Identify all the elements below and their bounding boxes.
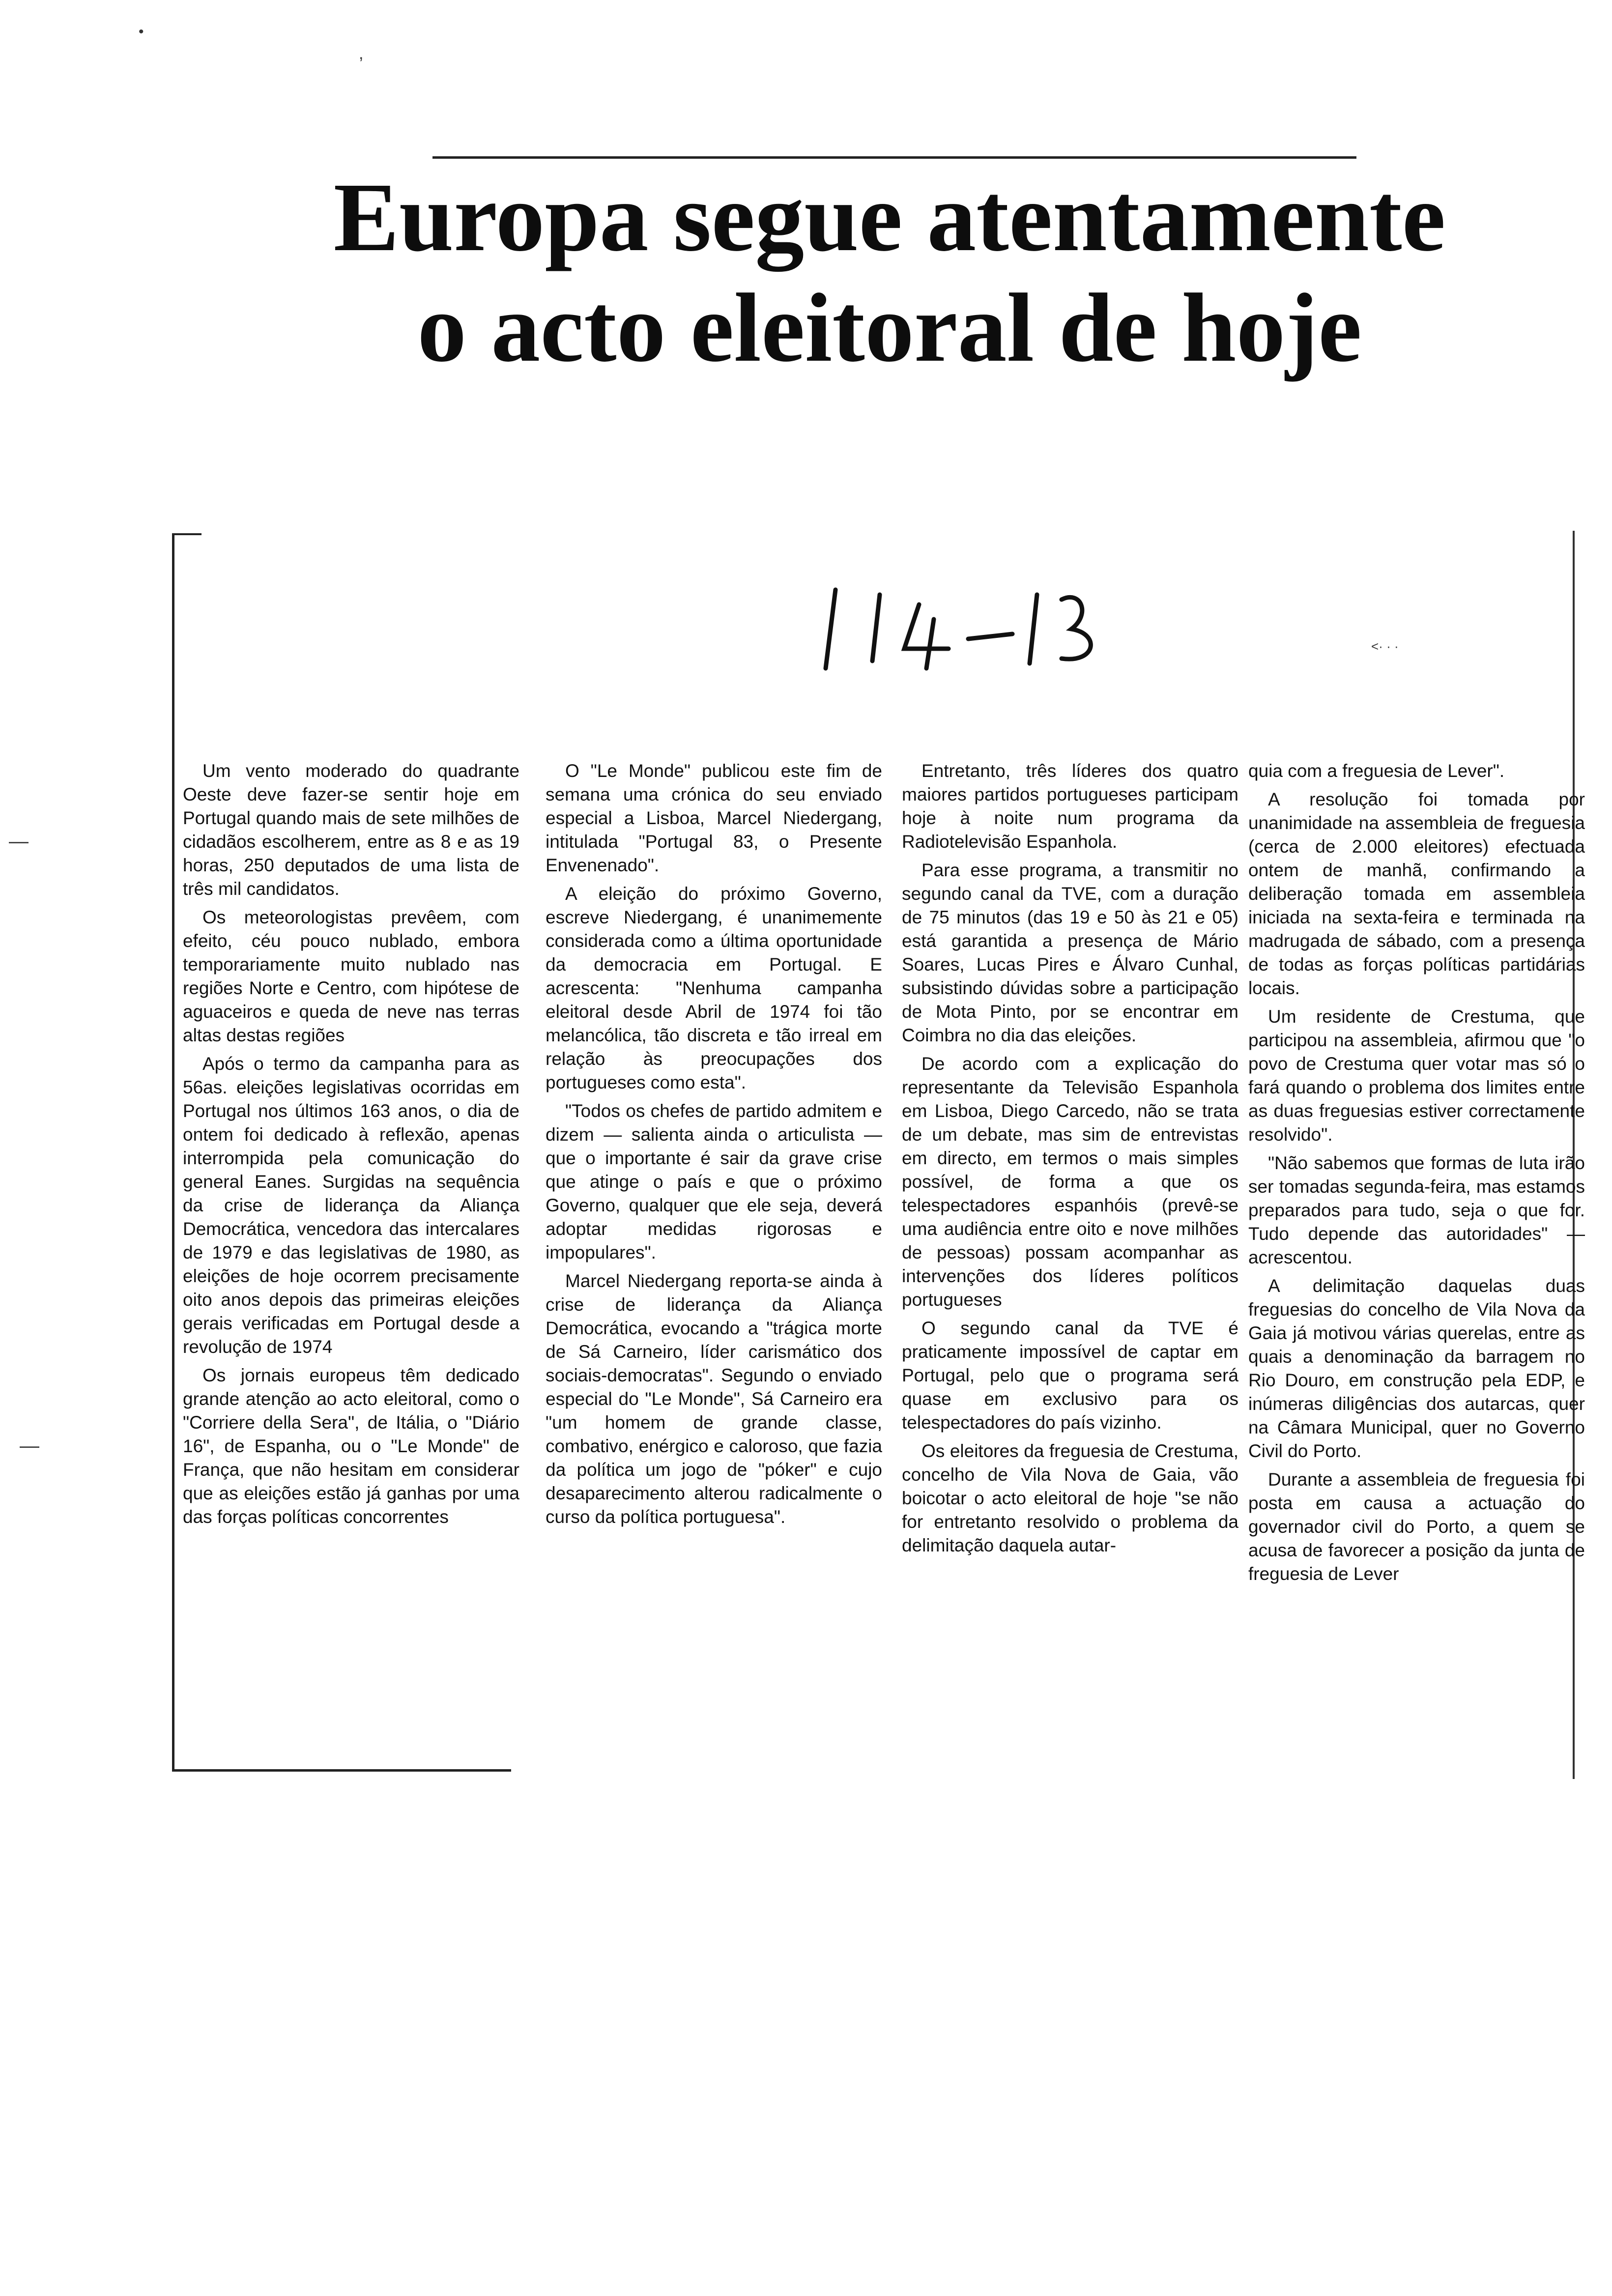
left-rule xyxy=(172,533,174,1772)
article-column-2 xyxy=(546,759,882,1534)
bottom-rule xyxy=(172,1769,511,1772)
paragraph: O "Le Monde" publicou este fim de semana uma crónica do seu enviado especial a Lisboa, Marcel Niedergang, intitulada "Portugal 83, o Presente Envenenado". xyxy=(546,761,882,875)
handwritten-annotation xyxy=(806,575,1150,673)
article-column-4 xyxy=(1248,759,1585,1591)
paragraph: Os eleitores da freguesia de Crestuma, concelho de Vila Nova de Gaia, vão boicotar o acto eleitoral de hoje "se não for entretanto resolvido o problema da delimitação daquela autar- xyxy=(902,1441,1238,1555)
paragraph: Após o termo da campanha para as 56as. eleições legislativas ocorridas em Portugal nos últimos 163 anos, o dia de ontem foi dedicado à reflexão, apenas interrompida pela comunicação do general Eanes. Surgidas na sequência da crise de liderança da Aliança Democrática, vencedora das intercalares de 1979 e das legislativas de 1980, as eleições de hoje ocorrem precisamente oito anos depois das primeiras eleições gerais verificadas em Portugal desde a revolução de 1974 xyxy=(183,1054,519,1357)
margin-dash: — xyxy=(9,831,29,852)
corner-mark: • xyxy=(139,24,144,40)
paragraph: "Não sabemos que formas de luta irão ser tomadas segunda-feira, mas estamos preparados para tudo, seja o que for. Tudo depende das autoridades" — acrescentou. xyxy=(1248,1153,1585,1267)
article-column-3 xyxy=(902,759,1238,1562)
paragraph: Durante a assembleia de freguesia foi posta em causa a actuação do governador civil do Porto, a quem se acusa de favorecer a posição da junta de freguesia de Lever xyxy=(1248,1469,1585,1584)
headline xyxy=(275,162,1504,383)
paragraph: Marcel Niedergang reporta-se ainda à crise de liderança da Aliança Democrática, evocando a "trágica morte de Sá Carneiro, líder carismático dos sociais-democratas". Segundo o enviado especial do "Le Monde", Sá Carneiro era "um homem de grande classe, combativo, enérgico e caloroso, que fazia da política um jogo de "póker" e cujo desaparecimento alterou radicalmente o curso da política portuguesa". xyxy=(546,1271,882,1527)
corner-tick: , xyxy=(359,44,364,63)
margin-arrow: <· · · xyxy=(1371,639,1399,654)
article-column-1 xyxy=(183,759,519,1534)
paragraph: A eleição do próximo Governo, escreve Niedergang, é unanimemente considerada como a última oportunidade da democracia em Portugal. E acrescenta: "Nenhuma campanha eleitoral desde Abril de 1974 foi tão melancólica, tão discreta e tão irreal em relação às preocupações dos portugueses como esta". xyxy=(546,884,882,1092)
paragraph: Um vento moderado do quadrante Oeste deve fazer-se sentir hoje em Portugal quando mais de sete milhões de cidadãos escolherem, entre as 8 e as 19 horas, 250 deputados de uma lista de três mil candidatos. xyxy=(183,761,519,899)
top-rule xyxy=(432,156,1356,159)
paragraph: Os jornais europeus têm dedicado grande atenção ao acto eleitoral, como o "Corriere della Sera", de Itália, o "Diário 16", de Espanha, ou o "Le Monde" de França, que não hesitam em considerar que as eleições estão já ganhas por uma das forças políticas concorrentes xyxy=(183,1365,519,1527)
paragraph: Um residente de Crestuma, que participou na assembleia, afirmou que "o povo de Crestuma quer votar mas só o fará quando o problema dos limites entre as duas freguesias estiver correctamente resolvido". xyxy=(1248,1006,1585,1145)
headline-line-1: Europa segue atentamente xyxy=(333,163,1446,272)
paragraph: Entretanto, três líderes dos quatro maiores partidos portugueses participam hoje à noite num programa da Radiotelevisão Espanhola. xyxy=(902,761,1238,852)
paragraph: De acordo com a explicação do representante da Televisão Espanhola em Lisboa, Diego Carcedo, não se trata de um debate, mas sim de entrevistas em directo, em termos o mais simples possível, de forma a que os telespectadores espanhóis (prevê-se uma audiência entre oito e nove milhões de pessoas) possam acompanhar as intervenções dos líderes políticos portugueses xyxy=(902,1054,1238,1310)
paragraph: Para esse programa, a transmitir no segundo canal da TVE, com a duração de 75 minutos (das 19 e 50 às 21 e 05) está garantida a presença de Mário Soares, Lucas Pires e Álvaro Cunhal, subsistindo dúvidas sobre a participação de Mota Pinto, por se encontrar em Coimbra no dia das eleições. xyxy=(902,860,1238,1045)
paragraph: O segundo canal da TVE é praticamente impossível de captar em Portugal, pelo que o programa será quase em exclusivo para os telespectadores do país vizinho. xyxy=(902,1318,1238,1433)
paragraph-continued: quia com a freguesia de Lever". xyxy=(1248,761,1505,781)
left-rule-tick xyxy=(172,533,202,535)
paragraph: Os meteorologistas prevêem, com efeito, céu pouco nublado, embora temporariamente muito nublado nas regiões Norte e Centro, com hipótese de aguaceiros e queda de neve nas terras altas destas regiões xyxy=(183,907,519,1045)
paragraph: "Todos os chefes de partido admitem e dizem — salienta ainda o articulista — que o importante é sair da grave crise que atinge o país e que o próximo Governo, qualquer que ele seja, deverá adoptar medidas rigorosas e impopulares". xyxy=(546,1101,882,1263)
headline-line-2: o acto eleitoral de hoje xyxy=(417,274,1362,382)
margin-dash: — xyxy=(20,1435,39,1457)
paragraph: A resolução foi tomada por unanimidade na assembleia de freguesia (cerca de 2.000 eleitores) efectuada ontem de manhã, confirmando a deliberação tomada em assembleia iniciada na sexta-feira e terminada na madrugada de sábado, com a presença de todas as forças políticas partidárias locais. xyxy=(1248,789,1585,998)
paragraph: A delimitação daquelas duas freguesias do concelho de Vila Nova da Gaia já motivou várias querelas, entre as quais a denominação da barragem no Rio Douro, em construção pela EDP, e inúmeras diligências dos autarcas, quer na Câmara Municipal, quer no Governo Civil do Porto. xyxy=(1248,1276,1585,1461)
